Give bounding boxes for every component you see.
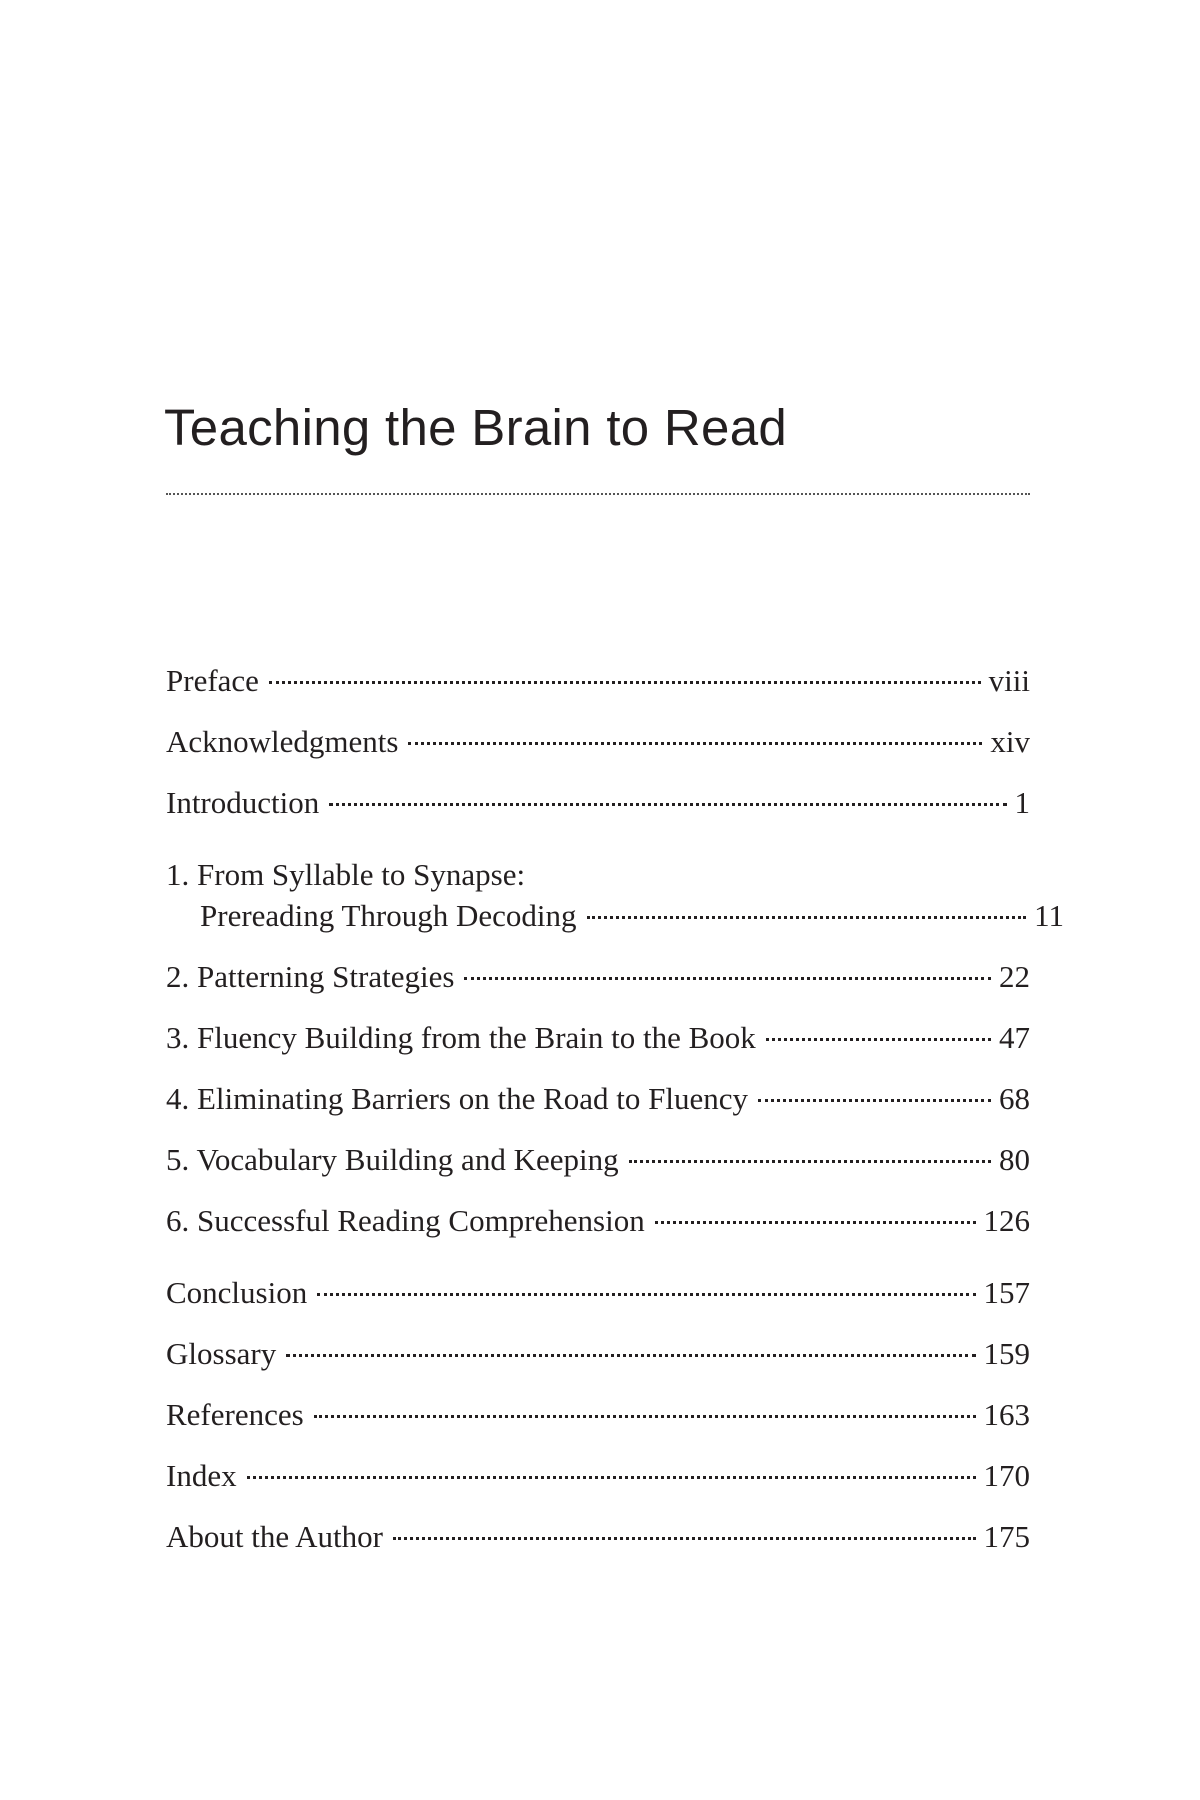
toc-entry-title: About the Author xyxy=(166,1519,383,1554)
toc-entry-introduction[interactable] xyxy=(166,782,1030,823)
dot-leader xyxy=(329,803,1006,806)
toc-entry-page: 126 xyxy=(983,1203,1030,1238)
toc-entry-chapter-4[interactable] xyxy=(166,1078,1030,1119)
toc-entry-chapter-5[interactable] xyxy=(166,1139,1030,1180)
toc-entry-page: 68 xyxy=(999,1081,1030,1116)
toc-entry-page: 47 xyxy=(999,1020,1030,1055)
toc-entry-title: 2. Patterning Strategies xyxy=(166,959,455,994)
dot-leader xyxy=(269,681,981,684)
toc-entry-page: 163 xyxy=(983,1397,1030,1432)
toc-entry-page: 11 xyxy=(1034,898,1064,933)
toc-entry-title: Index xyxy=(166,1458,237,1493)
dot-leader xyxy=(766,1038,991,1041)
toc-entry-title: 5. Vocabulary Building and Keeping xyxy=(166,1142,619,1177)
dot-leader xyxy=(655,1221,976,1224)
dot-leader xyxy=(317,1293,975,1296)
toc-entry-chapter-3[interactable] xyxy=(166,1017,1030,1058)
toc-entry-title: 3. Fluency Building from the Brain to the Book xyxy=(166,1020,756,1055)
toc-entry-page: 157 xyxy=(983,1275,1030,1310)
toc-entry-subtitle: Prereading Through Decoding xyxy=(200,898,577,933)
toc-entry-page: 159 xyxy=(983,1336,1030,1371)
table-of-contents xyxy=(166,660,1064,1557)
toc-entry-title: References xyxy=(166,1397,304,1432)
toc-entry-chapter-6[interactable] xyxy=(166,1200,1030,1241)
toc-entry-page: xiv xyxy=(990,724,1030,759)
toc-entry-page: 170 xyxy=(983,1458,1030,1493)
title-dotted-rule xyxy=(166,493,1030,495)
toc-entry-index[interactable] xyxy=(166,1455,1030,1496)
toc-entry-page: 80 xyxy=(999,1142,1030,1177)
toc-entry-about-the-author[interactable] xyxy=(166,1516,1030,1557)
toc-entry-title: Preface xyxy=(166,663,259,698)
toc-entry-title: 4. Eliminating Barriers on the Road to Fluency xyxy=(166,1081,749,1116)
toc-entry-title: Introduction xyxy=(166,785,320,820)
toc-entry-conclusion[interactable] xyxy=(166,1272,1030,1313)
toc-entry-title: 1. From Syllable to Synapse: xyxy=(166,857,526,892)
toc-entry-title: Acknowledgments xyxy=(166,724,399,759)
dot-leader xyxy=(464,977,991,980)
page-title: Teaching the Brain to Read xyxy=(164,399,788,456)
dot-leader xyxy=(314,1415,976,1418)
toc-entry-acknowledgments[interactable] xyxy=(166,721,1030,762)
toc-entry-glossary[interactable] xyxy=(166,1333,1030,1374)
dot-leader xyxy=(758,1099,991,1102)
toc-entry-chapter-1[interactable] xyxy=(166,854,1064,936)
toc-entry-chapter-2[interactable] xyxy=(166,956,1030,997)
toc-entry-title: 6. Successful Reading Comprehension xyxy=(166,1203,645,1238)
dot-leader xyxy=(393,1537,976,1540)
dot-leader xyxy=(247,1476,976,1479)
toc-entry-page: viii xyxy=(988,663,1030,698)
toc-entry-references[interactable] xyxy=(166,1394,1030,1435)
toc-entry-page: 1 xyxy=(1014,785,1030,820)
dot-leader xyxy=(286,1354,975,1357)
dot-leader xyxy=(408,742,982,745)
dot-leader xyxy=(587,916,1027,919)
toc-entry-title: Conclusion xyxy=(166,1275,308,1310)
toc-entry-preface[interactable] xyxy=(166,660,1030,701)
dot-leader xyxy=(629,1160,991,1163)
toc-entry-title: Glossary xyxy=(166,1336,277,1371)
toc-entry-page: 175 xyxy=(983,1519,1030,1554)
toc-entry-page: 22 xyxy=(999,959,1030,994)
